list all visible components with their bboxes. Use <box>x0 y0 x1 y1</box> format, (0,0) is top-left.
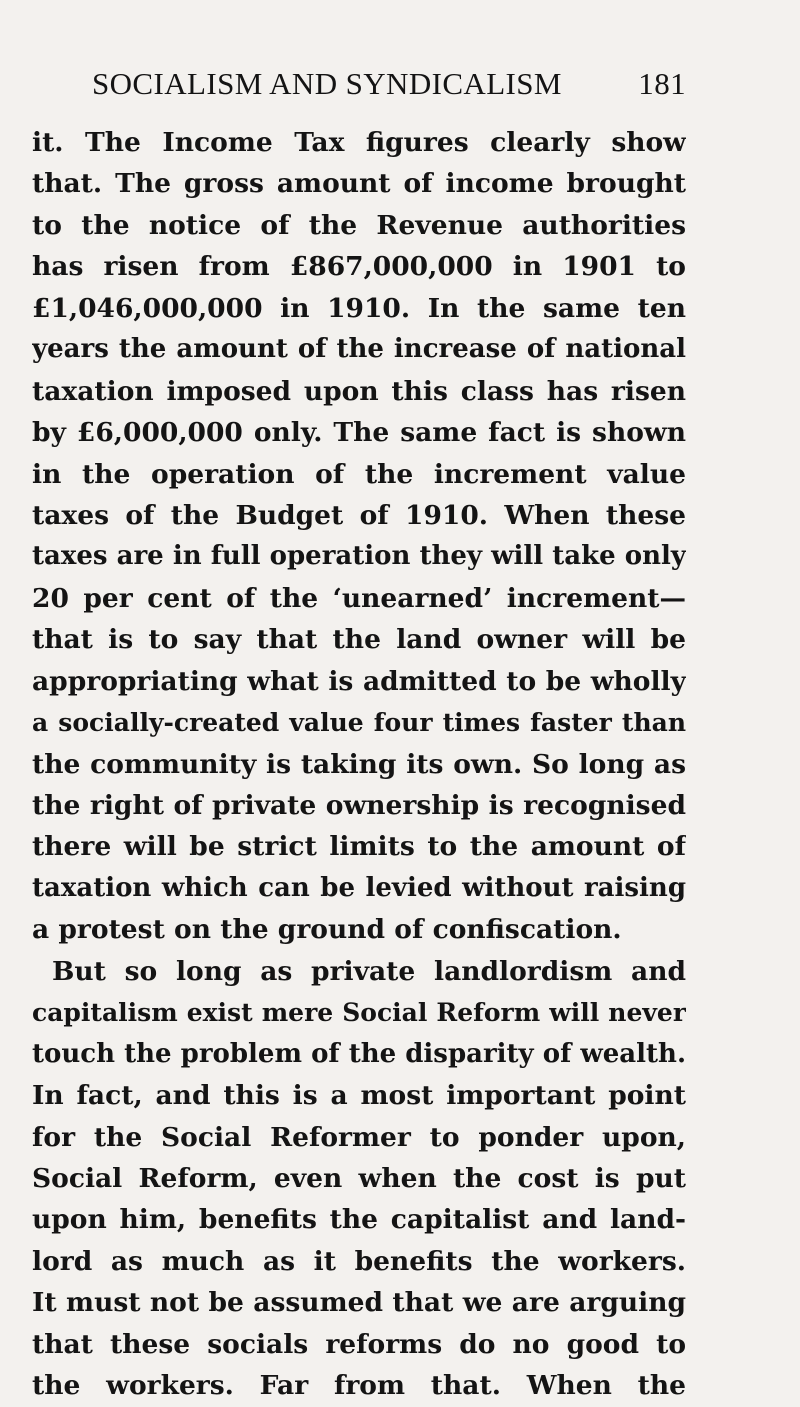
text-line: years the amount of the increase of national <box>32 334 686 365</box>
text-line: there will be strict limits to the amount of <box>32 831 686 863</box>
text-line: taxation imposed upon this class has risen <box>32 375 686 407</box>
text-line: has risen from £867,000,000 in 1901 to <box>32 251 686 283</box>
text-line: taxes are in full operation they will take only <box>32 541 686 572</box>
text-line: taxation which can be levied without raising <box>32 872 686 903</box>
text-line: for the Social Reformer to ponder upon, <box>32 1121 686 1153</box>
text-line: that these socials reforms do no good to <box>32 1328 686 1360</box>
text-line: a socially-created value four times faster than <box>32 708 686 738</box>
body-text <box>32 122 686 1407</box>
running-head <box>92 66 686 106</box>
text-line-paragraph-start: But so long as private landlordism and <box>52 955 686 987</box>
page-number: 181 <box>638 66 686 101</box>
text-line: that is to say that the land owner will be <box>32 624 686 656</box>
text-line: Social Reform, even when the cost is put <box>32 1162 686 1194</box>
text-line: lord as much as it benefits the workers. <box>32 1245 686 1277</box>
text-line: It must not be assumed that we are arguing <box>32 1287 686 1319</box>
text-line: the workers. Far from that. When the <box>32 1370 686 1402</box>
text-line: £1,046,000,000 in 1910. In the same ten <box>32 292 686 324</box>
text-line: capitalism exist mere Social Reform will never <box>32 998 686 1028</box>
text-line: it. The Income Tax figures clearly show <box>32 127 686 158</box>
text-line: by £6,000,000 only. The same fact is shown <box>32 417 686 449</box>
text-line: appropriating what is admitted to be wholly <box>32 665 686 697</box>
text-line: to the notice of the Revenue authorities <box>32 209 686 241</box>
text-line: touch the problem of the disparity of wealth. <box>32 1038 686 1069</box>
text-line: a protest on the ground of confiscation. <box>32 914 622 946</box>
text-line: in the operation of the increment value <box>32 458 686 490</box>
text-line: 20 per cent of the ‘unearned’ increment— <box>32 582 686 614</box>
text-line: taxes of the Budget of 1910. When these <box>32 499 686 531</box>
running-title: SOCIALISM AND SYNDICALISM <box>92 66 562 101</box>
text-line: that. The gross amount of income brought <box>32 168 686 200</box>
text-line: In fact, and this is a most important point <box>32 1080 686 1112</box>
text-line: upon him, benefits the capitalist and land- <box>32 1204 686 1236</box>
text-line: the community is taking its own. So long as <box>32 748 686 780</box>
text-line: the right of private ownership is recognised <box>32 790 686 821</box>
